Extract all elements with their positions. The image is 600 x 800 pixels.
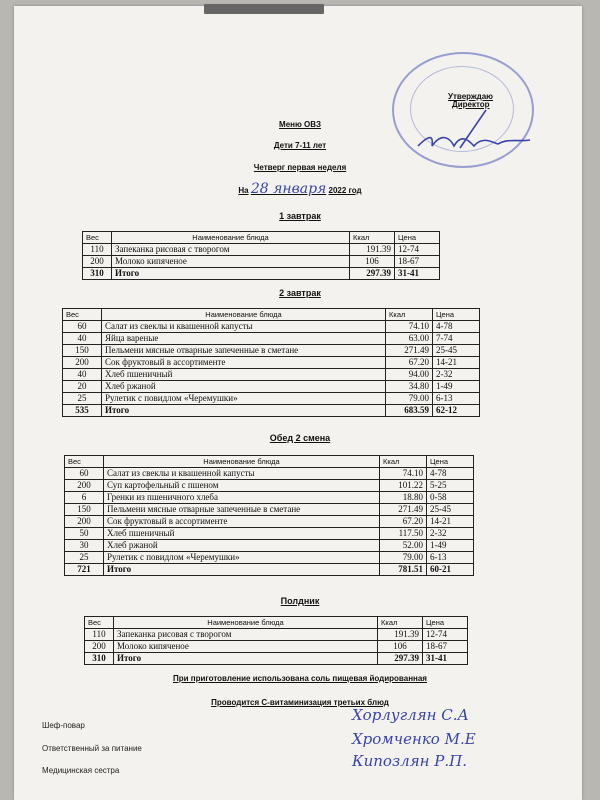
- cell-price: 1-49: [427, 540, 474, 552]
- cell-name: Салат из свеклы и квашенной капусты: [102, 321, 386, 333]
- cell-name: Пельмени мясные отварные запеченные в сметане: [102, 345, 386, 357]
- total-row: [85, 653, 468, 665]
- section-title: Полдник: [280, 596, 320, 606]
- date-prefix: На: [238, 186, 249, 195]
- cell-kcal: 683.59: [386, 405, 433, 417]
- cell-price: 14-21: [427, 516, 474, 528]
- cell-price: 5-25: [427, 480, 474, 492]
- cell-weight: 30: [65, 540, 104, 552]
- cell-kcal: 34.80: [386, 381, 433, 393]
- col-price: Цена: [423, 617, 468, 629]
- cell-price: 31-41: [395, 268, 440, 280]
- col-weight: Вес: [65, 456, 104, 468]
- cell-weight: 200: [63, 357, 102, 369]
- cell-kcal: 74.10: [380, 468, 427, 480]
- menu-date: [0, 181, 600, 197]
- cell-kcal: 106: [378, 641, 423, 653]
- col-kcal: Ккал: [378, 617, 423, 629]
- nutrition-responsible-role: Ответственный за питание: [42, 744, 142, 753]
- cell-weight: 310: [85, 653, 114, 665]
- cell-name: Пельмени мясные отварные запеченные в сметане: [104, 504, 380, 516]
- cell-name: Итого: [104, 564, 380, 576]
- cell-kcal: 79.00: [386, 393, 433, 405]
- section-title: 2 завтрак: [279, 288, 321, 298]
- iodized-salt-note: При приготовление использована соль пищевая йодированная: [173, 674, 427, 683]
- menu-table: [84, 616, 468, 665]
- nurse-role: Медицинская сестра: [42, 766, 120, 775]
- cell-weight: 535: [63, 405, 102, 417]
- director-signature: [412, 102, 542, 162]
- cell-name: Сок фруктовый в ассортименте: [104, 516, 380, 528]
- cell-name: Салат из свеклы и квашенной капусты: [104, 468, 380, 480]
- col-price: Цена: [433, 309, 480, 321]
- cell-price: 4-78: [427, 468, 474, 480]
- section-title: 1 завтрак: [279, 211, 321, 221]
- col-name: Наименование блюда: [102, 309, 386, 321]
- cell-weight: 40: [63, 333, 102, 345]
- table-row: [83, 256, 440, 268]
- cell-name: Яйца вареные: [102, 333, 386, 345]
- table-row: [85, 641, 468, 653]
- cell-kcal: 297.39: [378, 653, 423, 665]
- cell-kcal: 63.00: [386, 333, 433, 345]
- nurse-signature: Кипозлян Р.П.: [352, 752, 467, 770]
- cell-price: 4-78: [433, 321, 480, 333]
- cell-price: 25-45: [427, 504, 474, 516]
- table-row: [65, 468, 474, 480]
- cell-kcal: 67.20: [380, 516, 427, 528]
- cell-weight: 200: [85, 641, 114, 653]
- col-weight: Вес: [63, 309, 102, 321]
- cell-weight: 310: [83, 268, 112, 280]
- cell-name: Рулетик с повидлом «Черемушки»: [104, 552, 380, 564]
- cell-kcal: 106: [350, 256, 395, 268]
- cell-name: Хлеб ржаной: [102, 381, 386, 393]
- cell-weight: 60: [63, 321, 102, 333]
- cell-weight: 50: [65, 528, 104, 540]
- col-kcal: Ккал: [350, 232, 395, 244]
- date-suffix: 2022 год: [328, 186, 362, 195]
- table-row: [65, 540, 474, 552]
- cell-kcal: 18.80: [380, 492, 427, 504]
- cell-price: 6-13: [433, 393, 480, 405]
- cell-weight: 150: [65, 504, 104, 516]
- table-row: [65, 480, 474, 492]
- cell-kcal: 297.39: [350, 268, 395, 280]
- cell-price: 18-67: [423, 641, 468, 653]
- cell-price: 12-74: [395, 244, 440, 256]
- col-kcal: Ккал: [380, 456, 427, 468]
- table-row: [63, 381, 480, 393]
- cell-kcal: 271.49: [386, 345, 433, 357]
- cell-name: Запеканка рисовая с творогом: [112, 244, 350, 256]
- menu-table: [62, 308, 480, 417]
- total-row: [83, 268, 440, 280]
- table-header-row: [83, 232, 440, 244]
- cell-weight: 110: [85, 629, 114, 641]
- date-handwritten: 28 января: [250, 181, 327, 197]
- col-kcal: Ккал: [386, 309, 433, 321]
- cell-kcal: 67.20: [386, 357, 433, 369]
- table-row: [63, 357, 480, 369]
- cell-name: Хлеб ржаной: [104, 540, 380, 552]
- cell-price: 25-45: [433, 345, 480, 357]
- table-row: [83, 244, 440, 256]
- cell-price: 2-32: [427, 528, 474, 540]
- cell-kcal: 52.00: [380, 540, 427, 552]
- cell-price: 60-21: [427, 564, 474, 576]
- cell-weight: 40: [63, 369, 102, 381]
- cell-name: Итого: [114, 653, 378, 665]
- approval-label: Утверждаю: [448, 92, 493, 101]
- cell-weight: 721: [65, 564, 104, 576]
- age-group: Дети 7-11 лет: [273, 141, 327, 150]
- table-header-row: [85, 617, 468, 629]
- table-row: [85, 629, 468, 641]
- chef-signature: Хорлуглян С.А: [352, 706, 469, 724]
- col-price: Цена: [427, 456, 474, 468]
- cell-price: 0-58: [427, 492, 474, 504]
- cell-name: Хлеб пшеничный: [104, 528, 380, 540]
- cell-weight: 200: [65, 480, 104, 492]
- binder-clip: [204, 4, 324, 14]
- menu-table: [64, 455, 474, 576]
- cell-kcal: 781.51: [380, 564, 427, 576]
- cell-weight: 25: [63, 393, 102, 405]
- cell-price: 62-12: [433, 405, 480, 417]
- vitamin-c-note: Проводится С-витаминизация третьих блюд: [211, 698, 389, 707]
- cell-name: Суп картофельный с пшеном: [104, 480, 380, 492]
- table-row: [63, 369, 480, 381]
- table-row: [65, 516, 474, 528]
- cell-name: Рулетик с повидлом «Черемушки»: [102, 393, 386, 405]
- cell-weight: 110: [83, 244, 112, 256]
- total-row: [63, 405, 480, 417]
- table-header-row: [63, 309, 480, 321]
- table-row: [63, 321, 480, 333]
- cell-weight: 150: [63, 345, 102, 357]
- cell-weight: 25: [65, 552, 104, 564]
- director-label: Директор: [452, 100, 490, 109]
- cell-price: 6-13: [427, 552, 474, 564]
- cell-name: Запеканка рисовая с творогом: [114, 629, 378, 641]
- col-price: Цена: [395, 232, 440, 244]
- nutrition-responsible-signature: Хромченко М.Е: [352, 730, 476, 748]
- cell-kcal: 94.00: [386, 369, 433, 381]
- table-row: [65, 552, 474, 564]
- table-row: [63, 345, 480, 357]
- table-row: [65, 528, 474, 540]
- cell-price: 14-21: [433, 357, 480, 369]
- cell-weight: 20: [63, 381, 102, 393]
- table-header-row: [65, 456, 474, 468]
- cell-name: Гренки из пшеничного хлеба: [104, 492, 380, 504]
- total-row: [65, 564, 474, 576]
- cell-price: 12-74: [423, 629, 468, 641]
- table-row: [65, 492, 474, 504]
- cell-weight: 200: [65, 516, 104, 528]
- col-name: Наименование блюда: [112, 232, 350, 244]
- cell-name: Итого: [112, 268, 350, 280]
- cell-price: 2-32: [433, 369, 480, 381]
- table-row: [63, 333, 480, 345]
- col-name: Наименование блюда: [104, 456, 380, 468]
- menu-table: [82, 231, 440, 280]
- cell-kcal: 191.39: [350, 244, 395, 256]
- section-title: Обед 2 смена: [269, 433, 331, 443]
- menu-title: Меню ОВЗ: [279, 120, 321, 129]
- cell-kcal: 101.22: [380, 480, 427, 492]
- cell-price: 1-49: [433, 381, 480, 393]
- cell-name: Молоко кипяченое: [114, 641, 378, 653]
- cell-kcal: 79.00: [380, 552, 427, 564]
- cell-weight: 6: [65, 492, 104, 504]
- cell-kcal: 271.49: [380, 504, 427, 516]
- col-weight: Вес: [83, 232, 112, 244]
- cell-price: 7-74: [433, 333, 480, 345]
- cell-name: Итого: [102, 405, 386, 417]
- table-row: [65, 504, 474, 516]
- col-name: Наименование блюда: [114, 617, 378, 629]
- cell-weight: 200: [83, 256, 112, 268]
- table-row: [63, 393, 480, 405]
- cell-name: Молоко кипяченое: [112, 256, 350, 268]
- cell-name: Хлеб пшеничный: [102, 369, 386, 381]
- chef-role: Шеф-повар: [42, 721, 85, 730]
- cell-kcal: 117.50: [380, 528, 427, 540]
- cell-weight: 60: [65, 468, 104, 480]
- cell-price: 18-67: [395, 256, 440, 268]
- cell-name: Сок фруктовый в ассортименте: [102, 357, 386, 369]
- col-weight: Вес: [85, 617, 114, 629]
- cell-kcal: 191.39: [378, 629, 423, 641]
- cell-kcal: 74.10: [386, 321, 433, 333]
- cell-price: 31-41: [423, 653, 468, 665]
- week-day: Четверг первая неделя: [253, 163, 347, 172]
